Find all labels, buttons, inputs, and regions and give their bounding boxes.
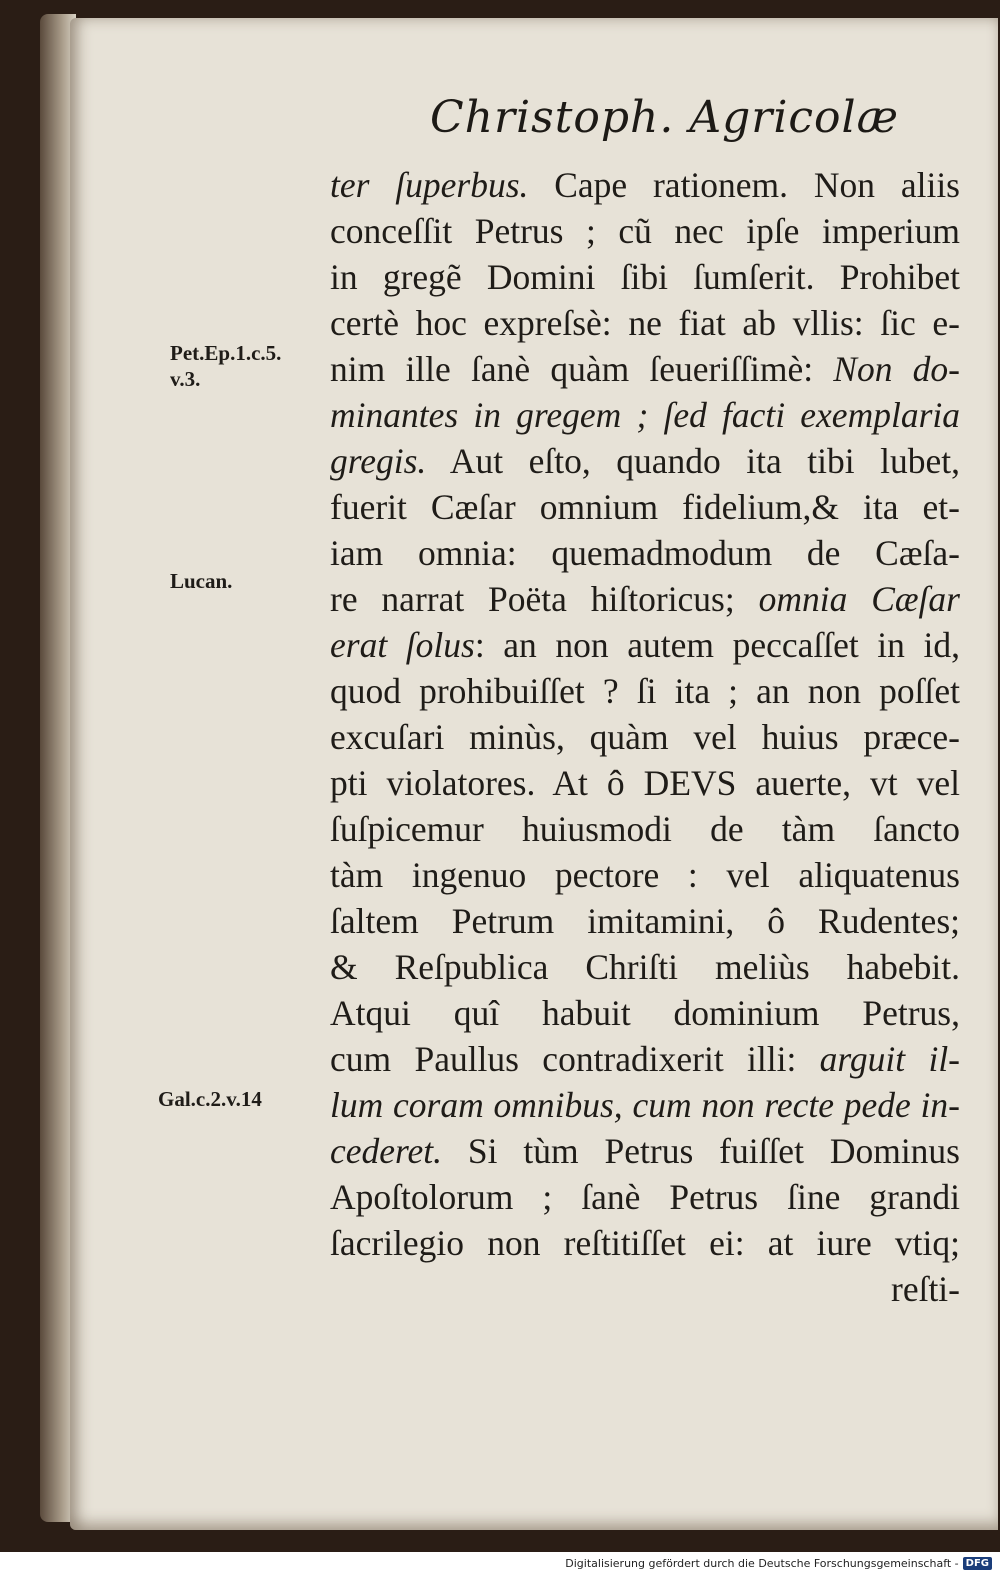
text-segment: in gregẽ Domini ſibi ſumſerit. Prohibet [330,257,960,297]
text-line [330,1174,960,1220]
text-line [330,944,960,990]
dfg-logo: DFG [963,1557,992,1570]
text-line [330,1082,960,1128]
text-line [330,530,960,576]
text-line [330,254,960,300]
text-line [330,760,960,806]
text-line [330,484,960,530]
text-segment: certè hoc expreſsè: ne fiat ab vllis: ſic e- [330,303,960,343]
body-text [330,162,960,1312]
text-line [330,1266,960,1312]
running-head: Christoph. Agricolæ [430,92,899,143]
text-line [330,438,960,484]
text-segment: ter ſuperbus. [330,165,529,205]
text-segment: cederet. [330,1131,443,1171]
text-line [330,898,960,944]
margin-note-lucan [170,568,232,594]
text-segment: Atqui quî habuit dominium Petrus, [330,993,960,1033]
text-segment: cum Paullus contradixerit illi: [330,1039,820,1079]
text-segment: quod prohibuiſſet ? ſi ita ; an non poſſet [330,671,960,711]
text-line [330,990,960,1036]
text-line [330,714,960,760]
text-line [330,1128,960,1174]
text-segment: pti violatores. At ô DEVS auerte, vt vel [330,763,960,803]
text-segment: ſacrilegio non reſtitiſſet ei: at iure vtiq; [330,1223,960,1263]
text-line [330,852,960,898]
text-line [330,622,960,668]
text-line [330,162,960,208]
text-line [330,806,960,852]
text-segment: gregis. [330,441,427,481]
text-line [330,576,960,622]
text-line [330,208,960,254]
text-segment: Aut eſto, quando ita tibi lubet, [426,441,960,481]
text-segment: lum coram omnibus, cum non recte pede in- [330,1085,960,1125]
text-segment: erat ſolus [330,625,475,665]
margin-note-galatians-text: Gal.c.2.v.14 [158,1087,262,1111]
text-line [330,668,960,714]
text-segment: minantes in gregem ; ſed facti exemplaria [330,395,960,435]
margin-note-galatians [158,1086,262,1112]
text-line [330,1220,960,1266]
text-line [330,346,960,392]
text-segment: nim ille ſanè quàm ſeueriſſimè: [330,349,834,389]
margin-note-peter-line1: Pet.Ep.1.c.5. [170,341,282,365]
text-line [330,1036,960,1082]
text-segment: excuſari minùs, quàm vel huius præce- [330,717,960,757]
text-segment: omnia Cæſar [758,579,960,619]
text-segment: Cape rationem. Non aliis [528,165,960,205]
margin-note-peter-line2: v.3. [170,367,201,391]
text-segment: & Reſpublica Chriſti meliùs habebit. [330,947,960,987]
text-segment: conceſſit Petrus ; cũ nec ipſe imperium [330,211,960,251]
text-segment: tàm ingenuo pectore : vel aliquatenus [330,855,960,895]
text-segment: ſaltem Petrum imitamini, ô Rudentes; [330,901,960,941]
text-segment: arguit il- [819,1039,961,1079]
text-segment: Non do- [833,349,960,389]
digitization-footer [565,1557,992,1570]
text-segment: reſti- [891,1269,960,1309]
text-segment: fuerit Cæſar omnium fidelium,& ita et- [330,487,960,527]
margin-note-lucan-text: Lucan. [170,569,233,593]
text-line [330,392,960,438]
text-line [330,300,960,346]
margin-note-peter [170,340,281,392]
footer-text: Digitalisierung gefördert durch die Deutsche Forschungsgemeinschaft - [565,1557,959,1570]
text-segment: iam omnia: quemadmodum de Cæſa- [330,533,960,573]
text-segment: ſuſpicemur huiusmodi de tàm ſancto [330,809,960,849]
text-segment: Si tùm Petrus fuiſſet Dominus [442,1131,960,1171]
text-segment: : an non autem peccaſſet in id, [474,625,960,665]
text-segment: re narrat Poëta hiſtoricus; [330,579,759,619]
text-segment: Apoſtolorum ; ſanè Petrus ſine grandi [330,1177,960,1217]
